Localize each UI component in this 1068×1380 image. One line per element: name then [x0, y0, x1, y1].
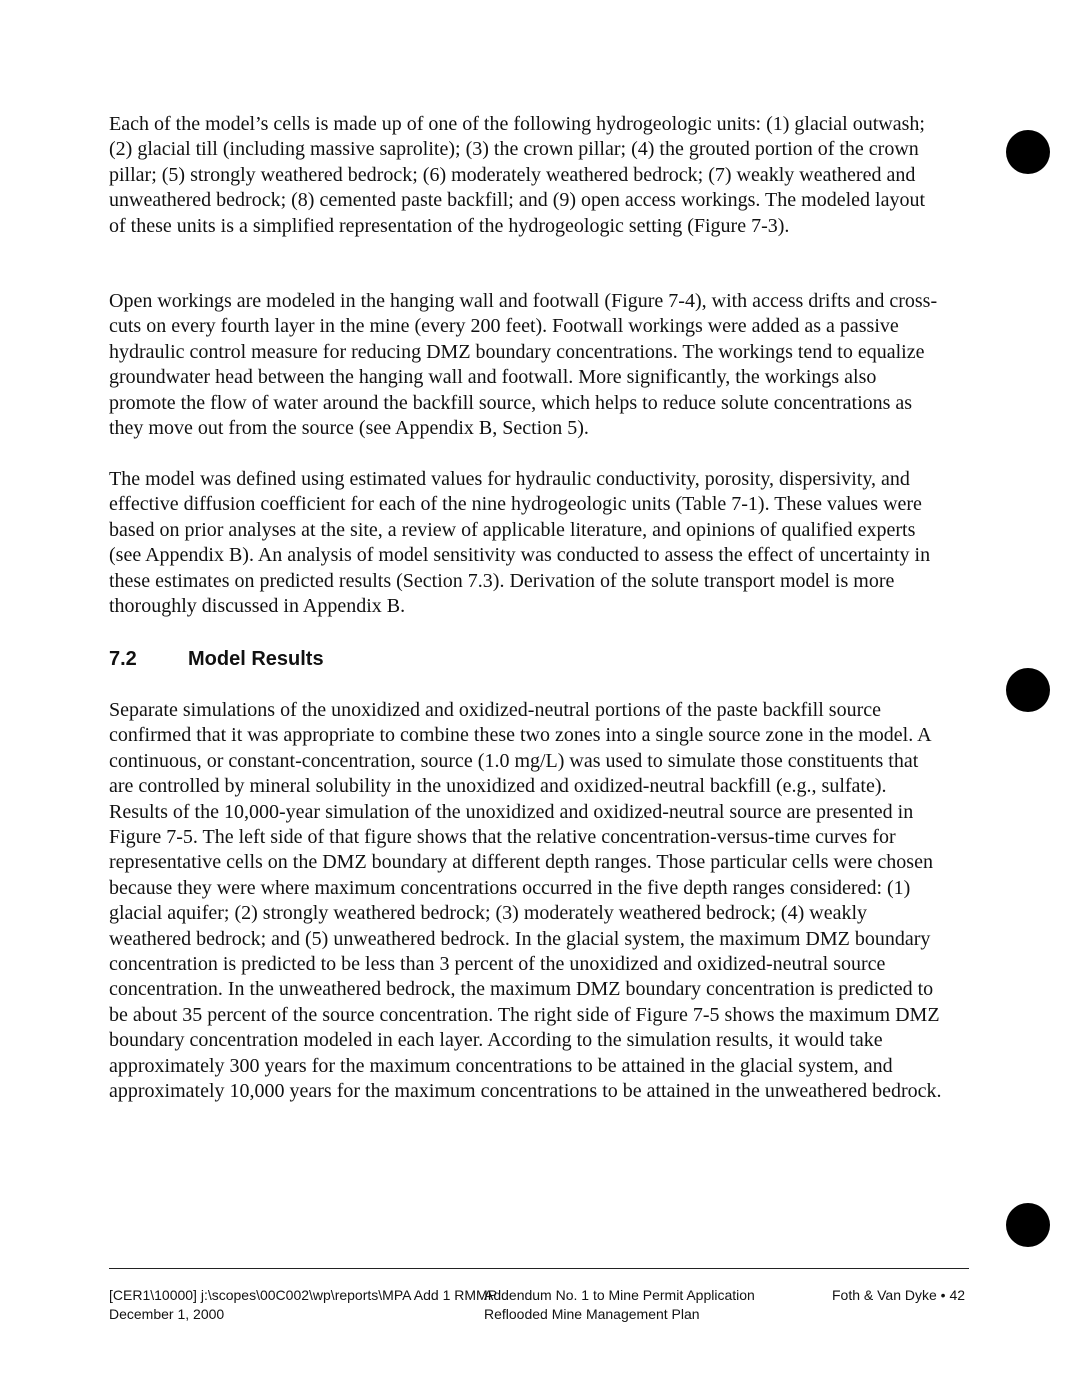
footer-plan-title: Reflooded Mine Management Plan — [484, 1306, 700, 1322]
footer-file-info — [109, 1286, 498, 1324]
footer-company-page-number: Foth & Van Dyke • 42 — [832, 1287, 966, 1303]
punch-hole-top — [1006, 130, 1050, 174]
section-number: 7.2 — [109, 648, 137, 670]
footer-document-title — [484, 1286, 804, 1324]
section-heading — [109, 646, 945, 672]
footer-addendum-title: Addendum No. 1 to Mine Permit Application — [484, 1287, 755, 1303]
footer-divider — [109, 1268, 969, 1269]
punch-hole-bottom — [1006, 1203, 1050, 1247]
paragraph-simulation-results: Separate simulations of the unoxidized and oxidized-neutral portions of the paste backfill source confirmed that it was appropriate to combine these two zones into a single source zone in the model. A continuous, or constant-concentration, source (1.0 mg/L) was used to simulate those constituents that are controlled by mineral solubility in the unoxidized and oxidized-neutral backfill (e.g., sulfate). Results of the 10,000-year simulation of the unoxidized and oxidized-neutral source are presented in Figure 7-5. The left side of that figure shows that the relative concentration-versus-time curves for representative cells on the DMZ boundary at different depth ranges. Those particular cells were chosen because they were where maximum concentrations occurred in the five depth ranges considered: (1) glacial aquifer; (2) strongly weathered bedrock; (3) moderately weathered bedrock; (4) weakly weathered bedrock; and (5) unweathered bedrock. In the glacial system, the maximum DMZ boundary concentration is predicted to be less than 3 percent of the unoxidized and oxidized-neutral source concentration. In the unweathered bedrock, the maximum DMZ boundary concentration is predicted to be about 35 percent of the source concentration. The right side of Figure 7-5 shows the maximum DMZ boundary concentration modeled in each layer. According to the simulation results, it would take approximately 300 years for the maximum concentrations to be attained in the glacial system, and approximately 10,000 years for the maximum concentrations to be attained in the unweathered bedrock. — [109, 699, 942, 1103]
footer-date: December 1, 2000 — [109, 1306, 225, 1322]
paragraph-model-definition: The model was defined using estimated values for hydraulic conductivity, porosity, dispersivity, and effective diffusion coefficient for each of the nine hydrogeologic units (Table 7-1). These values were based on prior analyses at the site, a review of applicable literature, and opinions of qualified experts (see Appendix B). An analysis of model sensitivity was conducted to assess the effect of uncertainty in these estimates on predicted results (Section 7.3). Derivation of the solute transport model is more thoroughly discussed in Appendix B. — [109, 468, 931, 618]
footer-file-path: [CER1\10000] j:\scopes\00C002\wp\reports\MPA Add 1 RMMP — [109, 1287, 498, 1303]
paragraph-open-workings: Open workings are modeled in the hanging wall and footwall (Figure 7-4), with access drifts and cross-cuts on every fourth layer in the mine (every 200 feet). Footwall workings were added as a passive hydraulic control measure for reducing DMZ boundary concentrations. The workings tend to equalize groundwater head between the hanging wall and footwall. More significantly, the workings also promote the flow of water around the backfill source, which helps to reduce solute concentrations as they move out from the source (see Appendix B, Section 5). — [109, 290, 938, 440]
punch-hole-middle — [1006, 668, 1050, 712]
paragraph-hydrogeologic-units: Each of the model’s cells is made up of one of the following hydrogeologic units: (1) glacial outwash; (2) glacial till (including massive saprolite); (3) the crown pillar; (4) the grouted portion of the crown pillar; (5) strongly weathered bedrock; (6) moderately weathered bedrock; (7) weakly weathered and unweathered bedrock; (8) cemented paste backfill; and (9) open access workings. The modeled layout of these units is a simplified representation of the hydrogeologic setting (Figure 7-3). — [109, 113, 925, 237]
footer-page-info — [832, 1286, 972, 1305]
section-title: Model Results — [188, 648, 324, 670]
